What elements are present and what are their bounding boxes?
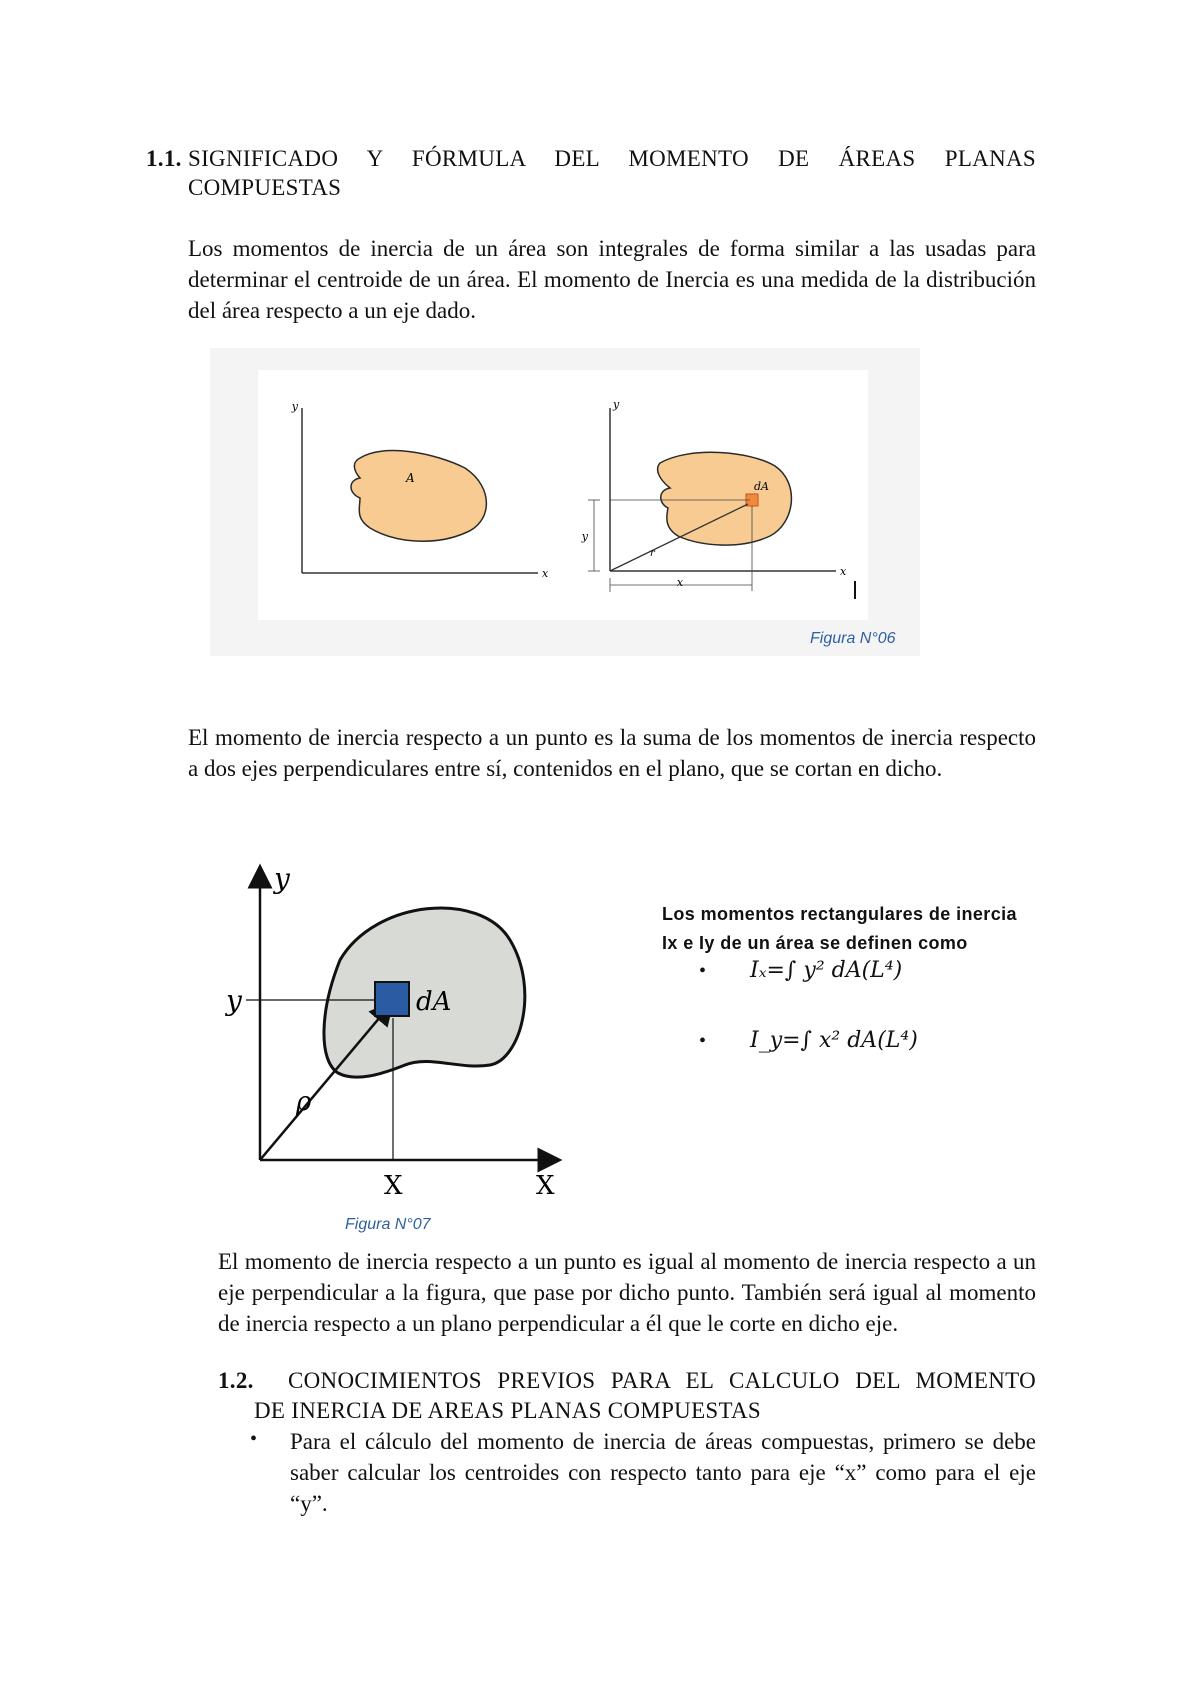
figure-07-caption: Figura N°07 <box>345 1216 431 1233</box>
left-y-label: y <box>291 400 298 413</box>
section-title-line2: COMPUESTAS <box>188 175 342 200</box>
left-x-label: x <box>542 567 549 580</box>
formula-iy: I_y=∫ x² dA(L⁴) <box>750 1028 918 1053</box>
right-r-label: r <box>650 548 655 559</box>
fig07-x-axis-label: X <box>536 1171 555 1200</box>
right-dA-label: dA <box>754 480 769 493</box>
formula-bullet-2: • <box>699 1030 707 1052</box>
list-bullet: • <box>250 1428 258 1450</box>
fig07-dA-label: dA <box>416 987 452 1017</box>
section-title-line1: SIGNIFICADO Y FÓRMULA DEL MOMENTO DE ÁREAS PLANAS <box>188 146 1036 171</box>
paragraph-point-moment: El momento de inercia respecto a un punto es la suma de los momentos de inercia respecto a dos ejes perpendiculares entre sí, contenidos en el plano, que se cortan en dicho. <box>188 725 1036 781</box>
right-x-label: x <box>840 565 847 578</box>
section-title-line1: CONOCIMIENTOS PREVIOS PARA EL CALCULO DEL MOMENTO <box>288 1368 1036 1393</box>
left-area-label: A <box>406 471 415 485</box>
formula-ix: Iₓ=∫ y² dA(L⁴) <box>750 958 903 983</box>
figure-07-diagram <box>220 860 580 1200</box>
section-title-line2: DE INERCIA DE AREAS PLANAS COMPUESTAS <box>254 1398 762 1423</box>
moments-definition-box <box>662 900 1042 958</box>
section-number: 1.2. <box>218 1368 254 1393</box>
fig07-y-coord-label: y <box>226 984 242 1017</box>
fig07-dA-element <box>375 982 409 1016</box>
sidebox-line2: Ix e Iy de un área se definen como <box>662 933 968 953</box>
fig07-x-coord-label: X <box>384 1171 403 1200</box>
fig07-rho-label: ρ <box>296 1087 312 1117</box>
figure-06-diagram <box>210 348 920 656</box>
figure-06 <box>210 348 920 656</box>
section-number: 1.1. <box>146 146 182 171</box>
figure-06-caption: Figura N°06 <box>810 630 896 647</box>
left-area-shape <box>351 451 486 542</box>
paragraph-moment-definition: Los momentos de inercia de un área son integrales de forma similar a las usadas para determinar el centroide de un área. El momento de Inercia es una medida de la distribución del área respecto a un eje dado. <box>188 236 1036 323</box>
right-x-dim-label: x <box>676 576 684 589</box>
sidebox-line1: Los momentos rectangulares de inercia <box>662 904 1017 924</box>
fig07-y-axis-label: y <box>274 862 290 895</box>
right-y-dim-label: y <box>581 530 588 543</box>
list-item: Para el cálculo del momento de inercia de áreas compuestas, primero se debe saber calcular los centroides con respecto tanto para eje “x” como para el eje “y”. <box>290 1429 1036 1516</box>
right-y-label: y <box>613 398 620 411</box>
formula-bullet-1: • <box>699 960 707 982</box>
paragraph-perpendicular-axis: El momento de inercia respecto a un punto es igual al momento de inercia respecto a un eje perpendicular a la figura, que pase por dicho punto. También será igual al momento de inercia respecto a un plano perpendicular a él que le corte en dicho eje. <box>218 1249 1036 1336</box>
right-area-shape <box>658 452 792 545</box>
